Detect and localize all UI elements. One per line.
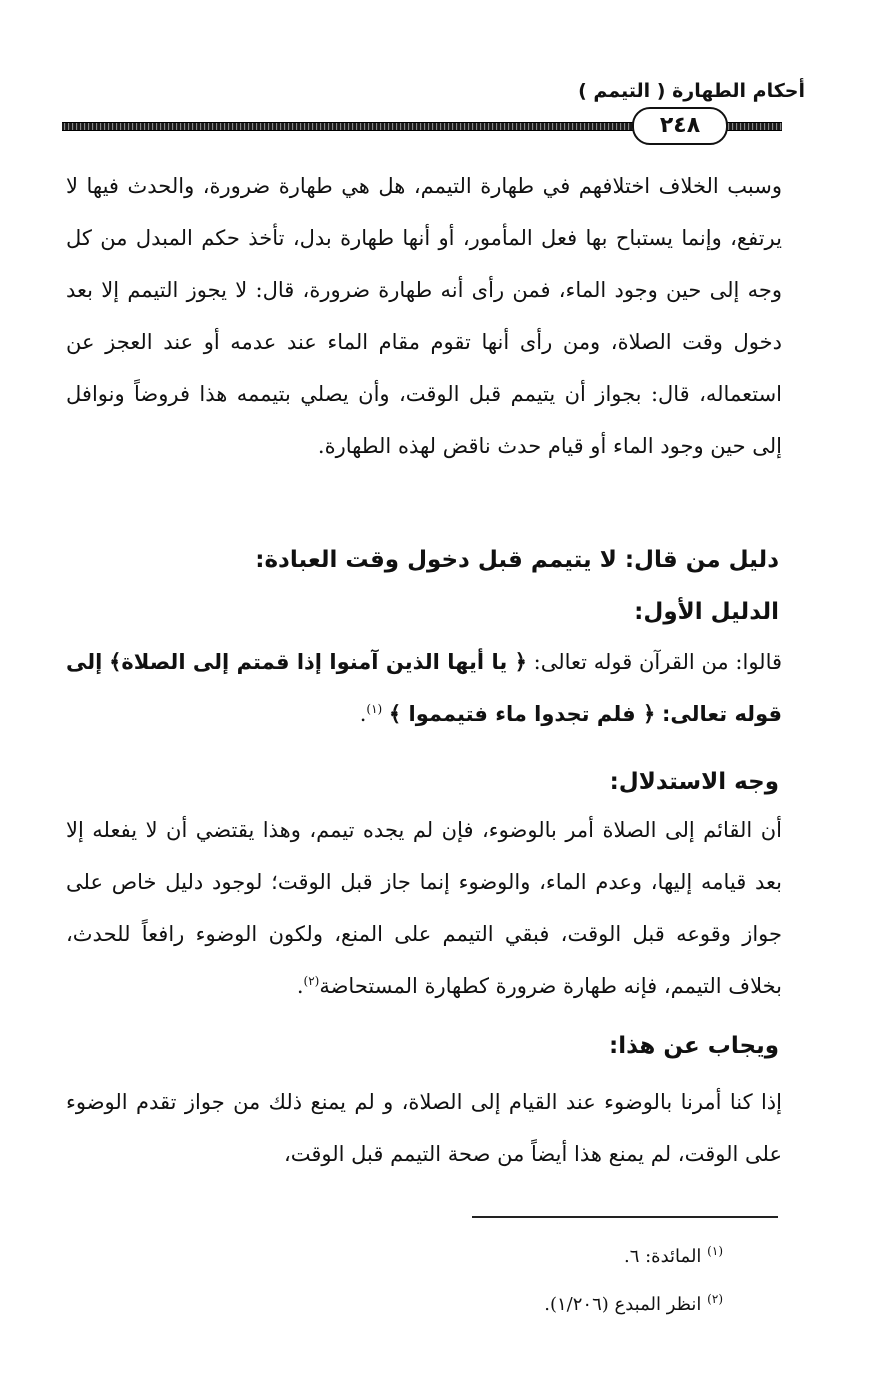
subheading-response: ويجاب عن هذا:: [609, 1033, 779, 1059]
subheading-first-evidence: الدليل الأول:: [634, 599, 779, 625]
footnote-marker-1: (١): [707, 1244, 723, 1258]
quran-end: .: [359, 702, 367, 726]
subheading-inference: وجه الاستدلال:: [609, 769, 779, 795]
paragraph-inference-text: أن القائم إلى الصلاة أمر بالوضوء، فإن لم يجده تيمم، وهذا يقتضي أن لا يفعله إلا بعد قيامه إليها، وعدم الماء، والوضوء إنما جاز قبل الوقت؛ لوجود دليل خاص على جواز وقوعه قبل الوقت، فبقي التيمم على المنع، ولكون الوضوء رافعاً للحدث، بخلاف التيمم، فإنه طهارة ضرورة كطهارة المستحاضة: [66, 818, 782, 998]
footnote-ref-1[interactable]: (١): [366, 702, 383, 716]
quran-verse-2: ﴿ فلم تجدوا ماء فتيمموا ﴾: [388, 702, 656, 726]
footnote-1: [624, 1242, 723, 1272]
paragraph-inference: [66, 804, 782, 1012]
paragraph-inference-end: .: [296, 974, 304, 998]
quran-verse-1: ﴿ يا أيها الذين آمنوا إذا قمتم إلى الصلاة﴾: [109, 650, 527, 674]
footnote-2: [544, 1290, 723, 1320]
footnote-rule: [472, 1216, 778, 1218]
footnote-ref-2[interactable]: (٢): [303, 974, 320, 988]
page-number: ٢٤٨: [632, 107, 728, 145]
quran-intro: قالوا: من القرآن قوله تعالى:: [533, 650, 783, 674]
footnote-text-2: انظر المبدع (١/٢٠٦).: [544, 1294, 702, 1315]
paragraph-response: إذا كنا أمرنا بالوضوء عند القيام إلى الصلاة، و لم يمنع ذلك من جواز تقدم الوضوء على الوقت، لم يمنع هذا أيضاً من صحة التيمم قبل الوقت،: [66, 1090, 782, 1166]
footnote-marker-2: (٢): [707, 1292, 723, 1306]
quran-mid: إلى قوله تعالى:: [66, 650, 782, 726]
paragraph-quran-evidence: [66, 636, 782, 740]
section-heading-evidence: دليل من قال: لا يتيمم قبل دخول وقت العبادة:: [255, 547, 779, 573]
running-title: أحكام الطهارة ( التيمم ): [578, 80, 805, 102]
paragraph-intro: وسبب الخلاف اختلافهم في طهارة التيمم، هل هي طهارة ضرورة، والحدث فيها لا يرتفع، وإنما يستباح بها فعل المأمور، أو أنها طهارة بدل، تأخذ حكم المبدل من كل وجه إلى حين وجود الماء، فمن رأى أنه طهارة ضرورة، قال: لا يجوز التيمم إلا بعد دخول وقت الصلاة، ومن رأى أنها تقوم مقام الماء عند عدمه أو عند العجز عن استعماله، قال: بجواز أن يتيمم قبل الوقت، وأن يصلي بتيممه هذا فروضاً ونوافل إلى حين وجود الماء أو قيام حدث ناقض لهذه الطهارة.: [66, 174, 782, 458]
footnote-text-1: المائدة: ٦.: [623, 1246, 702, 1267]
